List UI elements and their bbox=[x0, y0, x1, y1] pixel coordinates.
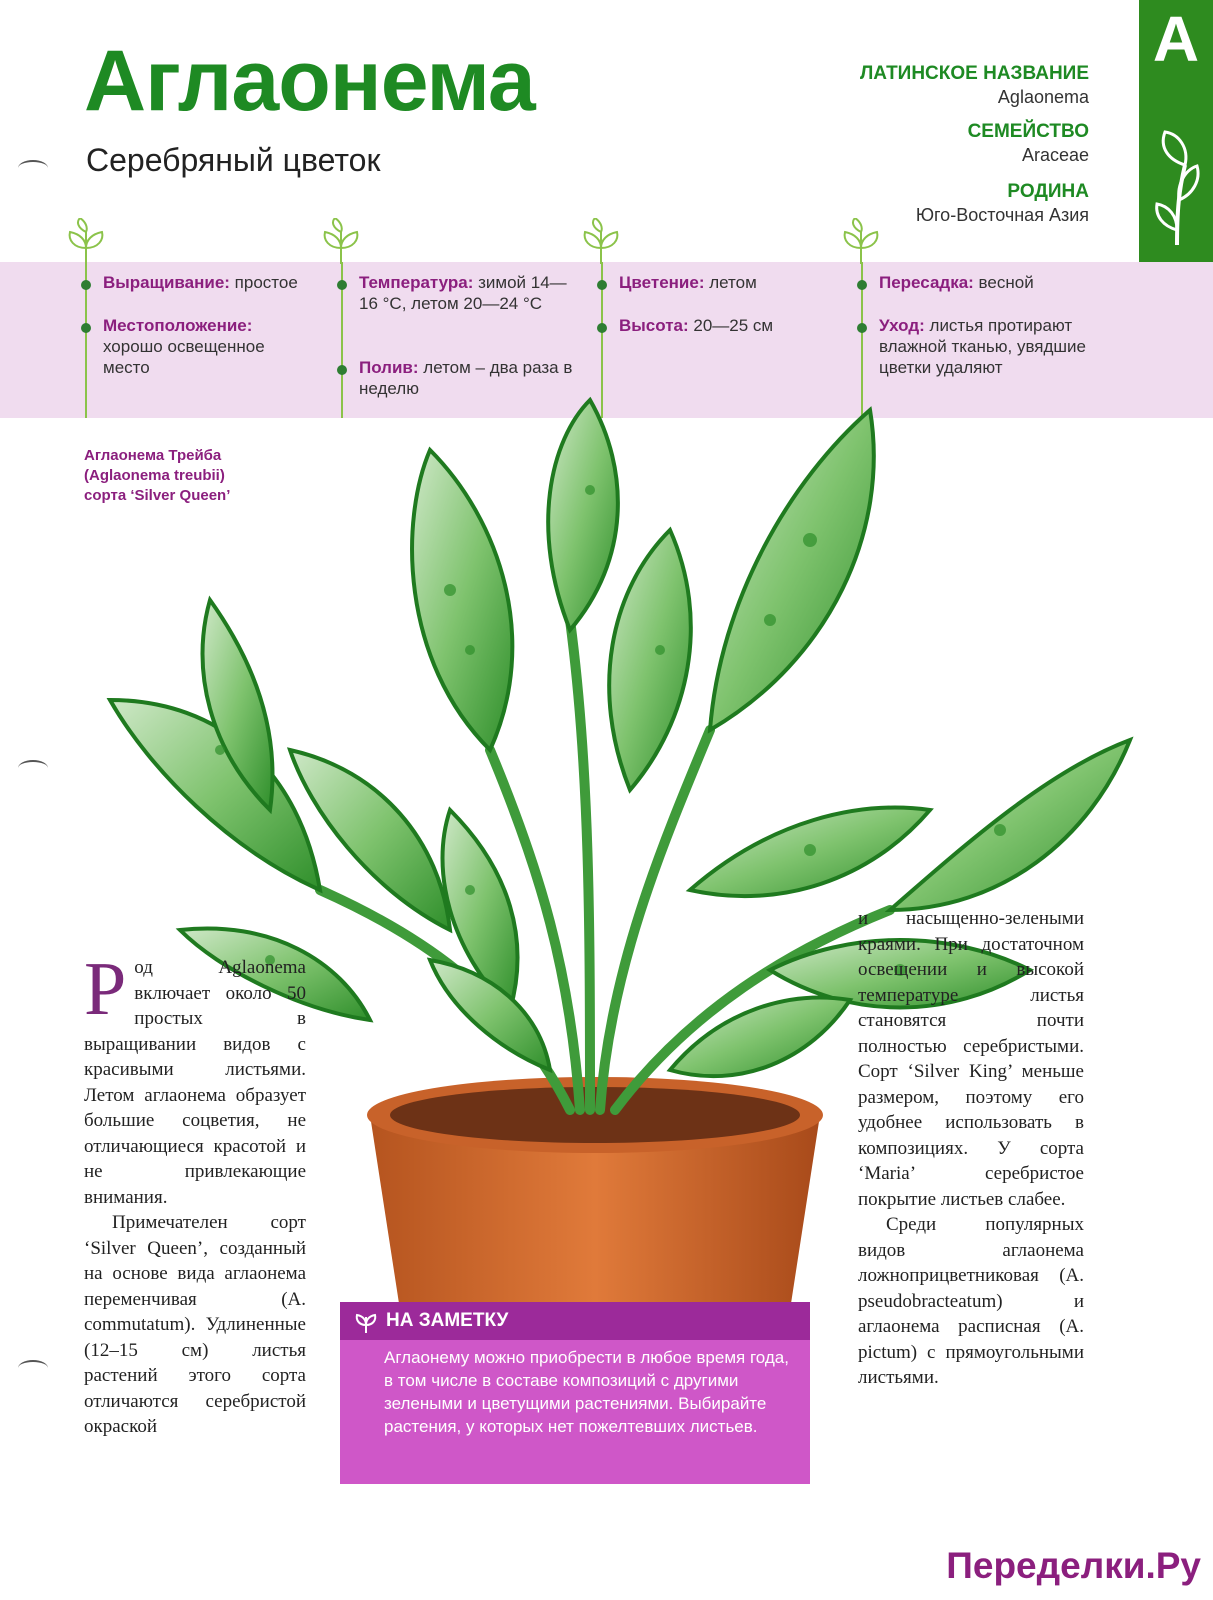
care-temperature bbox=[359, 272, 574, 314]
caption-line-3: сорта ‘Silver Queen’ bbox=[84, 487, 231, 504]
sprout-icon bbox=[841, 218, 881, 264]
care-maintenance-key: Уход: bbox=[879, 316, 925, 335]
meta-origin-key: РОДИНА bbox=[1007, 181, 1089, 202]
drop-cap: Р bbox=[84, 947, 127, 1031]
binder-hole bbox=[18, 160, 48, 176]
care-location-value: хорошо освещенное место bbox=[103, 337, 265, 377]
care-temperature-value: зимой 14—16 °С, летом 20—24 °С bbox=[359, 273, 567, 313]
photo-caption bbox=[84, 446, 230, 506]
meta-family-value: Araceae bbox=[1021, 144, 1089, 165]
sprout-icon bbox=[66, 218, 106, 264]
care-watering-key: Полив: bbox=[359, 358, 419, 377]
body-left-paragraph-2: Примечателен сорт ‘Silver Queen’, созданный на основе вида аглаонема переменчивая (A. commutatum). Удлиненные (12–15 см) листья растений этого сорта отличаются серебристой окраской bbox=[84, 1212, 306, 1437]
care-watering-value: летом – два раза в неделю bbox=[359, 358, 573, 398]
bullet-dot bbox=[81, 323, 91, 333]
body-text-right bbox=[858, 906, 1084, 1391]
note-header bbox=[340, 1302, 810, 1340]
body-right-paragraph-1: и насыщенно-зелеными краями. При достаточном освещении и высокой температуре листья становятся почти полностью серебристыми. Сорт ‘Silver King’ меньше размером, поэтому его удобнее использовать в композициях. У сорта ‘Maria’ серебристое покрытие листьев слабее. bbox=[858, 908, 1084, 1210]
body-right-paragraph-2: Среди популярных видов аглаонема ложноприцветниковая (A. pseudobracteatum) и аглаонема расписная (A. pictum) с прямоугольными листьями. bbox=[858, 1214, 1084, 1388]
bullet-dot bbox=[337, 280, 347, 290]
sprout-emblem-icon bbox=[1149, 120, 1205, 250]
alphabet-tab bbox=[1139, 0, 1213, 262]
page-title: Аглаонема bbox=[84, 33, 535, 129]
meta-origin-value: Юго-Восточная Азия bbox=[915, 204, 1089, 225]
sprout-icon bbox=[581, 218, 621, 264]
bullet-dot bbox=[597, 323, 607, 333]
care-temperature-key: Температура: bbox=[359, 273, 474, 292]
bullet-dot bbox=[81, 280, 91, 290]
sprout-icon bbox=[354, 1309, 378, 1333]
caption-line-1: Аглаонема Трейба bbox=[84, 447, 222, 464]
page-subtitle: Серебряный цветок bbox=[86, 142, 381, 178]
care-maintenance bbox=[879, 315, 1091, 378]
meta-latin-value: Aglaonema bbox=[997, 86, 1089, 107]
body-text-left bbox=[84, 947, 306, 1440]
care-location bbox=[103, 315, 303, 378]
meta-family-key: СЕМЕЙСТВО bbox=[967, 121, 1089, 142]
meta-origin bbox=[916, 180, 1089, 226]
care-repotting-value: весной bbox=[973, 273, 1034, 292]
note-box bbox=[340, 1302, 810, 1484]
care-height-key: Высота: bbox=[619, 316, 689, 335]
note-heading: НА ЗАМЕТКУ bbox=[386, 1310, 509, 1331]
watermark: Переделки.Ру bbox=[946, 1545, 1201, 1586]
meta-latin bbox=[860, 62, 1089, 108]
care-height-value: 20—25 см bbox=[688, 316, 774, 335]
care-growing-value: простое bbox=[229, 273, 298, 292]
binder-hole bbox=[18, 1360, 48, 1376]
meta-family bbox=[968, 120, 1089, 166]
care-repotting-key: Пересадка: bbox=[879, 273, 974, 292]
care-repotting bbox=[879, 272, 1111, 293]
bullet-dot bbox=[597, 280, 607, 290]
caption-line-2: (Aglaonema treubii) bbox=[84, 467, 225, 484]
care-blooming-key: Цветение: bbox=[619, 273, 705, 292]
care-height bbox=[619, 315, 851, 336]
care-blooming bbox=[619, 272, 851, 293]
alphabet-letter: А bbox=[1152, 3, 1200, 75]
care-location-key: Местоположение: bbox=[103, 316, 253, 335]
bullet-dot bbox=[857, 323, 867, 333]
care-blooming-value: летом bbox=[704, 273, 757, 292]
note-text: Аглаонему можно приобрести в любое время года, в том числе в составе композиций с другими зелеными и цветущими растениями. Выбирайте растения, у которых нет пожелтевших листьев. bbox=[384, 1348, 789, 1436]
sprout-icon bbox=[321, 218, 361, 264]
care-maintenance-value: листья протирают влажной тканью, увядшие цветки удаляют bbox=[879, 316, 1086, 377]
care-growing bbox=[103, 272, 335, 293]
binder-hole bbox=[18, 760, 48, 776]
meta-latin-key: ЛАТИНСКОЕ НАЗВАНИЕ bbox=[859, 63, 1089, 84]
body-left-paragraph-1: од Aglaonema включает около 50 простых в выращивании видов с красивыми листьями. Летом аглаонема образует большие соцветия, не отличающиеся красотой и не привлекающие внимания. bbox=[84, 957, 306, 1208]
care-growing-key: Выращивание: bbox=[103, 273, 230, 292]
bullet-dot bbox=[857, 280, 867, 290]
